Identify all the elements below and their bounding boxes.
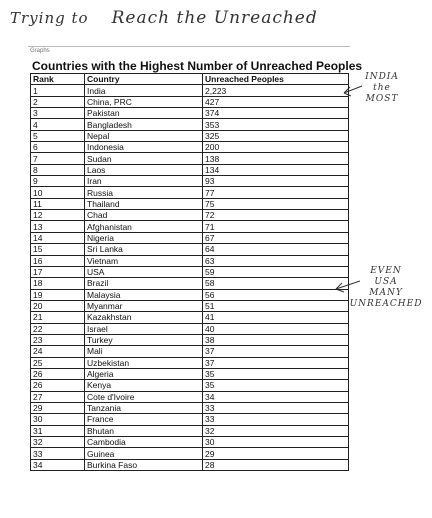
cell-rank: 11 (31, 198, 85, 209)
cell-unreached: 34 (203, 391, 349, 402)
table-row (31, 289, 349, 300)
cell-rank: 5 (31, 130, 85, 141)
cell-country: Nepal (85, 130, 203, 141)
cell-country: Thailand (85, 198, 203, 209)
cell-country: Algeria (85, 368, 203, 379)
cell-country: Kenya (85, 380, 203, 391)
table-row (31, 391, 349, 402)
cell-country: Brazil (85, 278, 203, 289)
cell-unreached: 2,223 (203, 85, 349, 96)
table-row (31, 210, 349, 221)
table-row (31, 357, 349, 368)
cell-unreached: 200 (203, 142, 349, 153)
cell-rank: 3 (31, 108, 85, 119)
cell-unreached: 40 (203, 323, 349, 334)
cell-country: Iran (85, 176, 203, 187)
usa-note-line: UNREACHED (349, 299, 423, 309)
cell-country: Cambodia (85, 437, 203, 448)
table-row (31, 323, 349, 334)
cell-rank: 14 (31, 232, 85, 243)
cell-rank: 12 (31, 210, 85, 221)
table-row (31, 221, 349, 232)
cell-country: Bhutan (85, 425, 203, 436)
india-note-line: MOST (365, 94, 399, 104)
cell-country: Israel (85, 323, 203, 334)
table-row (31, 459, 349, 470)
table-row (31, 380, 349, 391)
cell-country: Kazakhstan (85, 312, 203, 323)
cell-unreached: 29 (203, 448, 349, 459)
cell-rank: 22 (31, 323, 85, 334)
table-row (31, 176, 349, 187)
cell-unreached: 77 (203, 187, 349, 198)
cell-country: Uzbekistan (85, 357, 203, 368)
cell-unreached: 63 (203, 255, 349, 266)
cell-country: USA (85, 266, 203, 277)
cell-country: Russia (85, 187, 203, 198)
cell-unreached: 58 (203, 278, 349, 289)
cell-rank: 7 (31, 153, 85, 164)
table-row (31, 153, 349, 164)
cell-country: Myanmar (85, 300, 203, 311)
cell-rank: 30 (31, 414, 85, 425)
cell-unreached: 33 (203, 414, 349, 425)
table-header-row (31, 74, 349, 85)
cell-unreached: 75 (203, 198, 349, 209)
cell-rank: 18 (31, 278, 85, 289)
cell-rank: 13 (31, 221, 85, 232)
cell-unreached: 59 (203, 266, 349, 277)
table-title: Countries with the Highest Number of Unreached Peoples (32, 59, 363, 73)
cell-unreached: 93 (203, 176, 349, 187)
header-unreached: Unreached Peoples (203, 74, 349, 85)
table-row (31, 312, 349, 323)
cell-unreached: 51 (203, 300, 349, 311)
table-row (31, 437, 349, 448)
table-row (31, 368, 349, 379)
cell-rank: 8 (31, 164, 85, 175)
usa-note-line: MANY (369, 288, 403, 298)
cell-rank: 26 (31, 380, 85, 391)
cell-country: Vietnam (85, 255, 203, 266)
cell-unreached: 72 (203, 210, 349, 221)
cell-country: Sudan (85, 153, 203, 164)
table-row (31, 232, 349, 243)
cell-unreached: 37 (203, 346, 349, 357)
cell-country: Burkina Faso (85, 459, 203, 470)
header-country: Country (85, 74, 203, 85)
cell-unreached: 67 (203, 232, 349, 243)
table-body (31, 85, 349, 471)
unreached-peoples-table (30, 73, 349, 471)
cell-rank: 34 (31, 459, 85, 470)
cell-rank: 1 (31, 85, 85, 96)
cell-unreached: 134 (203, 164, 349, 175)
table-row (31, 448, 349, 459)
cell-unreached: 138 (203, 153, 349, 164)
table-row (31, 334, 349, 345)
cell-country: Turkey (85, 334, 203, 345)
table-row (31, 198, 349, 209)
cell-country: China, PRC (85, 96, 203, 107)
cell-rank: 23 (31, 334, 85, 345)
table-row (31, 244, 349, 255)
cell-rank: 4 (31, 119, 85, 130)
table-row (31, 187, 349, 198)
table-row (31, 96, 349, 107)
cell-rank: 26 (31, 368, 85, 379)
india-note-line: INDIA (365, 72, 399, 82)
cell-rank: 20 (31, 300, 85, 311)
table-row (31, 108, 349, 119)
cell-rank: 17 (31, 266, 85, 277)
cell-country: Chad (85, 210, 203, 221)
cell-rank: 32 (31, 437, 85, 448)
india-note-line: the (373, 83, 391, 93)
table-sheet (28, 46, 363, 515)
cell-unreached: 71 (203, 221, 349, 232)
table-row (31, 402, 349, 413)
cell-unreached: 30 (203, 437, 349, 448)
cell-rank: 25 (31, 357, 85, 368)
cell-unreached: 353 (203, 119, 349, 130)
cell-country: Cote d'Ivoire (85, 391, 203, 402)
cell-unreached: 38 (203, 334, 349, 345)
table-row (31, 414, 349, 425)
table-row (31, 119, 349, 130)
cell-unreached: 325 (203, 130, 349, 141)
cell-unreached: 32 (203, 425, 349, 436)
cell-country: Indonesia (85, 142, 203, 153)
cell-unreached: 56 (203, 289, 349, 300)
cell-rank: 16 (31, 255, 85, 266)
usa-note-line: EVEN (370, 266, 402, 276)
handwritten-title-main: Reach the Unreached (111, 8, 318, 28)
cell-unreached: 35 (203, 368, 349, 379)
usa-note-line: USA (374, 277, 398, 287)
cell-country: India (85, 85, 203, 96)
table-row (31, 300, 349, 311)
table-row (31, 278, 349, 289)
table-row (31, 130, 349, 141)
cell-country: Afghanistan (85, 221, 203, 232)
handwritten-title (10, 8, 318, 28)
handwritten-title-prefix: Trying to (10, 9, 89, 27)
cell-country: Laos (85, 164, 203, 175)
cell-country: France (85, 414, 203, 425)
cell-unreached: 41 (203, 312, 349, 323)
cell-rank: 29 (31, 402, 85, 413)
cell-rank: 15 (31, 244, 85, 255)
cell-rank: 6 (31, 142, 85, 153)
cell-rank: 27 (31, 391, 85, 402)
cell-unreached: 64 (203, 244, 349, 255)
table-row (31, 164, 349, 175)
cell-unreached: 35 (203, 380, 349, 391)
cell-country: Sri Lanka (85, 244, 203, 255)
cell-rank: 21 (31, 312, 85, 323)
cell-country: Bangladesh (85, 119, 203, 130)
cell-country: Nigeria (85, 232, 203, 243)
cell-country: Malaysia (85, 289, 203, 300)
header-rank: Rank (31, 74, 85, 85)
cell-unreached: 374 (203, 108, 349, 119)
cell-country: Pakistan (85, 108, 203, 119)
cell-rank: 9 (31, 176, 85, 187)
table-row (31, 266, 349, 277)
cell-unreached: 33 (203, 402, 349, 413)
cell-rank: 31 (31, 425, 85, 436)
cell-unreached: 37 (203, 357, 349, 368)
table-row (31, 346, 349, 357)
cell-rank: 19 (31, 289, 85, 300)
cell-rank: 24 (31, 346, 85, 357)
table-row (31, 255, 349, 266)
cell-rank: 10 (31, 187, 85, 198)
cell-country: Guinea (85, 448, 203, 459)
table-row (31, 85, 349, 96)
cell-unreached: 427 (203, 96, 349, 107)
cell-rank: 2 (31, 96, 85, 107)
cell-country: Tanzania (85, 402, 203, 413)
cell-rank: 33 (31, 448, 85, 459)
sheet-tag: Graphs (30, 48, 50, 54)
cell-unreached: 28 (203, 459, 349, 470)
table-row (31, 142, 349, 153)
table-row (31, 425, 349, 436)
cell-country: Mali (85, 346, 203, 357)
